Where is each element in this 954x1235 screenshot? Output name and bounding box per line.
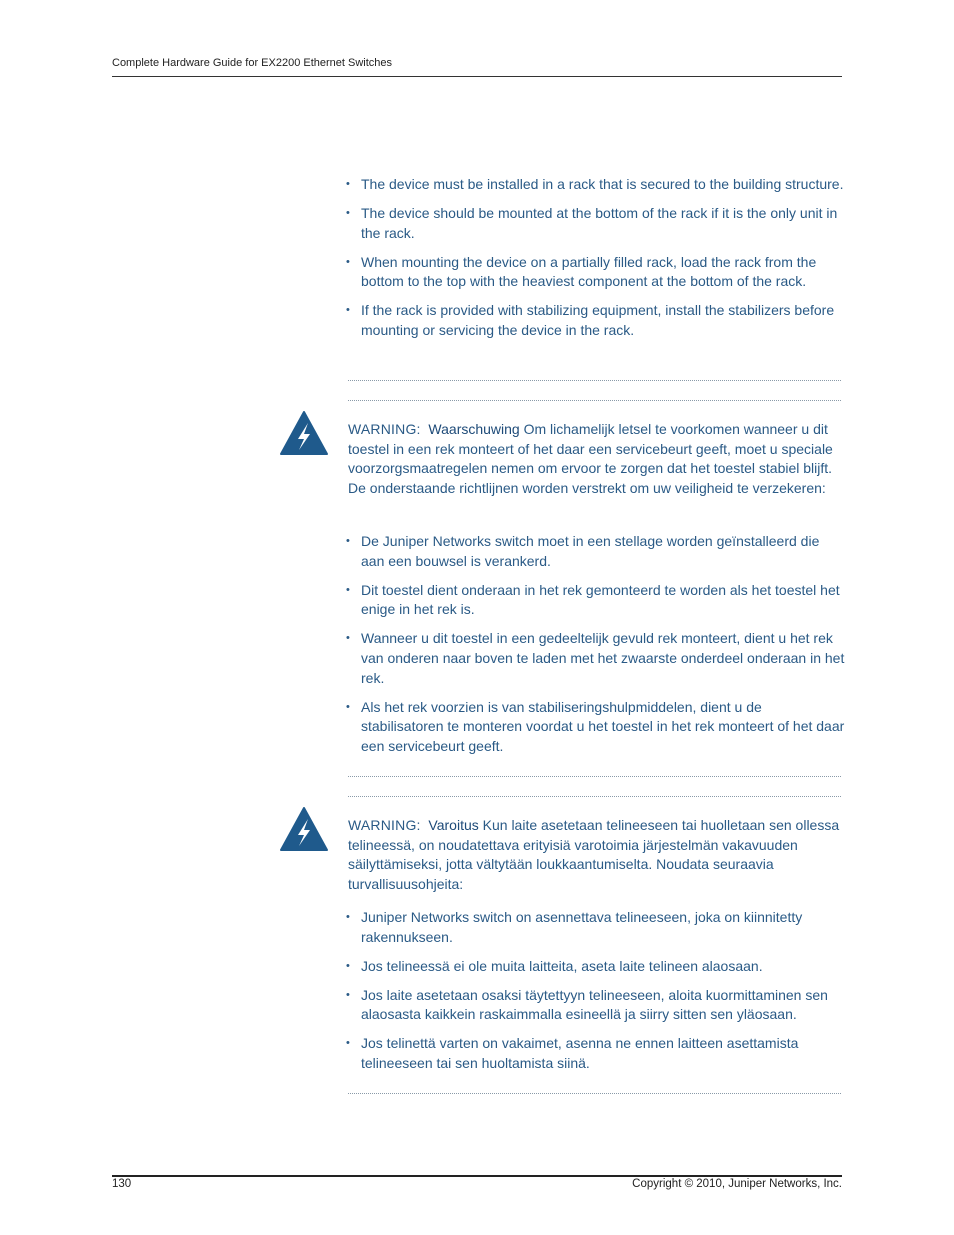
list-item: • If the rack is provided with stabilizing equipment, install the stabilizers before mounting or servicing the device in the rack.: [345, 301, 845, 340]
dutch-bullet-list: [345, 532, 845, 766]
footer-rule: [112, 1175, 842, 1177]
warning-dutch-paragraph: [348, 420, 842, 498]
top-bullet-list: [345, 175, 845, 350]
list-item: • Jos telineessä ei ole muita laitteita, aseta laite telineen alaosaan.: [345, 957, 845, 977]
list-item: • Jos telinettä varten on vakaimet, asenna ne ennen laitteen asettamista telineeseen tai sen huoltamista siinä.: [345, 1034, 845, 1073]
warning-body: Om lichamelijk letsel te voorkomen wanneer u dit toestel in een rek monteert of het daar een servicebeurt geeft, moet u speciale voorzorgsmaatregelen nemen om ervoor te zorgen dat het toestel stabiel blijft. De onderstaande richtlijnen worden verstrekt om uw veiligheid te verzekeren:: [348, 421, 833, 496]
warning-term: Varoitus: [428, 817, 479, 833]
list-item: • The device should be mounted at the bottom of the rack if it is the only unit in the rack.: [345, 204, 845, 243]
page-number: 130: [112, 1178, 132, 1190]
header-rule: [112, 76, 842, 77]
running-header: Complete Hardware Guide for EX2200 Ethernet Switches: [112, 57, 393, 69]
list-item: • Jos laite asetetaan osaksi täytettyyn telineeseen, aloita kuormittaminen sen alaosasta kaikkein raskaimmalla esineellä ja siirry sitten sen yläosaan.: [345, 986, 845, 1025]
list-item: • When mounting the device on a partially filled rack, load the rack from the bottom to the top with the heaviest component at the bottom of the rack.: [345, 253, 845, 292]
warning-triangle-lightning-icon: [279, 410, 329, 456]
warning-triangle-lightning-icon: [279, 806, 329, 852]
list-item: • Juniper Networks switch on asennettava telineeseen, joka on kiinnitetty rakennukseen.: [345, 908, 845, 947]
list-item: • Als het rek voorzien is van stabiliseringshulpmiddelen, dient u de stabilisatoren te monteren voordat u het toestel in het rek monteert of het daar een servicebeurt geeft.: [345, 698, 845, 757]
finnish-bullet-list: [345, 908, 845, 1083]
warning-label: WARNING:: [348, 817, 421, 833]
divider: [348, 796, 841, 797]
divider: [348, 400, 841, 401]
copyright: Copyright © 2010, Juniper Networks, Inc.: [632, 1178, 842, 1190]
list-item: • Wanneer u dit toestel in een gedeeltelijk gevuld rek monteert, dient u het rek van onderen naar boven te laden met het zwaarste onderdeel onderaan in het rek.: [345, 629, 845, 688]
divider: [348, 1093, 841, 1094]
warning-body: Kun laite asetetaan telineeseen tai huolletaan sen ollessa telineessä, on noudatettava erityisiä varotoimia järjestelmän vakavuuden säilyttämiseksi, jotta vältytään loukkaantumiselta. Noudata seuraavia turvallisuusohjeita:: [348, 817, 840, 892]
warning-label: WARNING:: [348, 421, 421, 437]
list-item: • Dit toestel dient onderaan in het rek gemonteerd te worden als het toestel het enige in het rek is.: [345, 581, 845, 620]
warning-term: Waarschuwing: [428, 421, 520, 437]
divider: [348, 380, 841, 381]
warning-finnish-paragraph: [348, 816, 842, 894]
divider: [348, 776, 841, 777]
list-item: • The device must be installed in a rack that is secured to the building structure.: [345, 175, 845, 195]
list-item: • De Juniper Networks switch moet in een stellage worden geïnstalleerd die aan een bouwsel is verankerd.: [345, 532, 845, 571]
